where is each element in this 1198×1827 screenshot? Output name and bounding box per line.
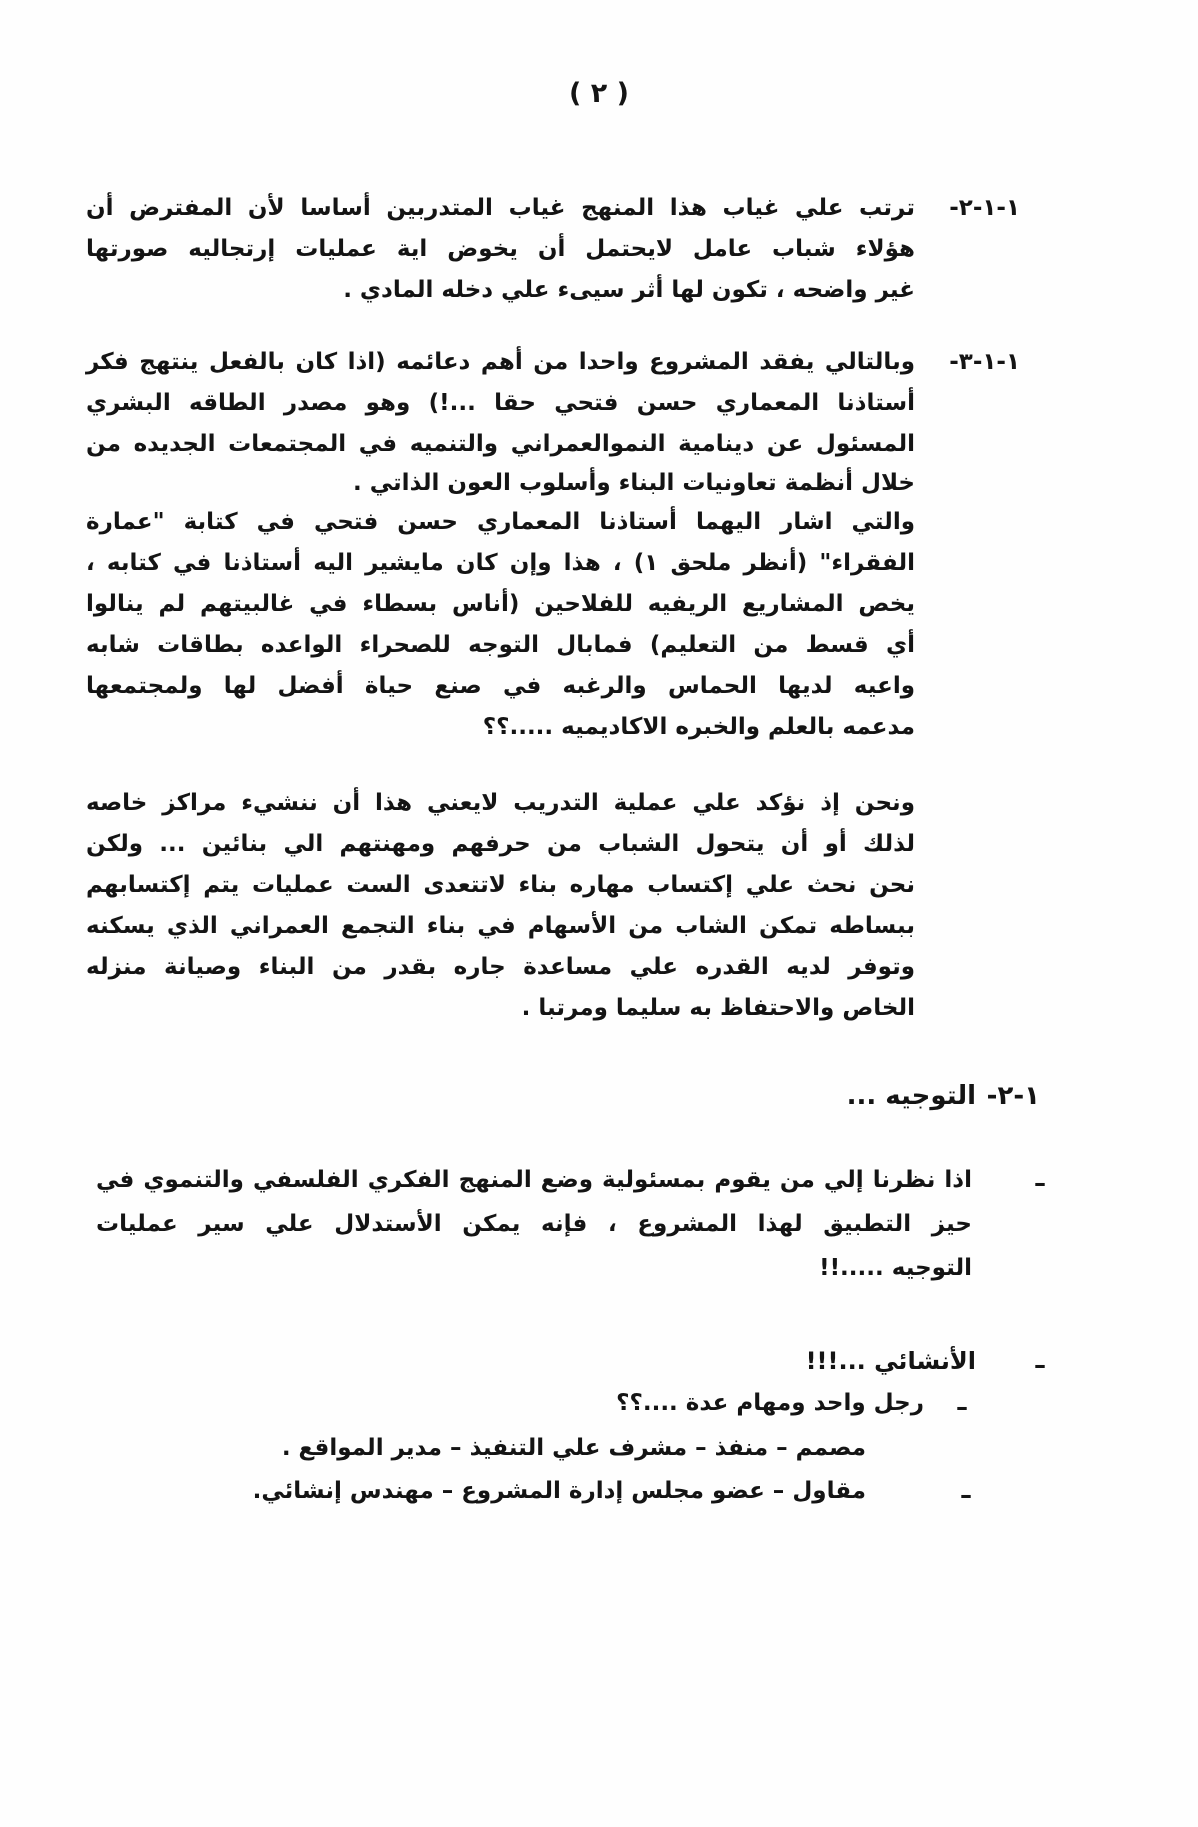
page-number: ( ٢ ) [569,78,629,109]
paragraph-2-line: وبالتالي يفقد المشروع واحدا من أهم دعائمه (اذا كان بالفعل ينتهج فكر [86,349,915,375]
sub-bullet-marker: – [956,1393,968,1421]
sub-bullet-item: رجل واحد ومهام عدة ....؟؟ [616,1390,924,1416]
section-heading-title: التوجيه ... [846,1081,976,1111]
bullet-2-title: الأنشائي ...!!! [805,1347,976,1375]
sub-bullet-marker: – [960,1481,972,1509]
bullet-marker: – [1034,1351,1046,1379]
paragraph-1-line: غير واضحه ، تكون لها أثر سيىء علي دخله المادي . [343,277,915,303]
sub-bullet-item: مصمم – منفذ – مشرف علي التنفيذ – مدير المواقع . [281,1435,866,1461]
paragraph-3-line: لذلك أو أن يتحول الشباب من حرفهم ومهنتهم الي بنائين ... ولكن [86,831,915,857]
paragraph-2-line: واعيه لديها الحماس والرغبه في صنع حياة أفضل لها ولمجتمعها [86,673,915,699]
paragraph-2-number: ١-١-٣- [949,349,1020,375]
bullet-1-line: التوجيه .....!! [819,1255,972,1281]
paragraph-2-line: المسئول عن دينامية النموالعمراني والتنميه في المجتمعات الجديده من [86,431,915,457]
paragraph-3-line: وتوفر لديه القدره علي مساعدة جاره بقدر من البناء وصيانة منزله [86,954,915,980]
paragraph-2-line: مدعمه بالعلم والخبره الاكاديميه .....؟؟ [482,714,915,740]
sub-bullet-item: مقاول – عضو مجلس إدارة المشروع – مهندس إنشائي. [252,1478,866,1504]
paragraph-2-line: يخص المشاريع الريفيه للفلاحين (أناس بسطاء في غالبيتهم لم ينالوا [86,591,915,617]
paragraph-1-line: هؤلاء شباب عامل لايحتمل أن يخوض اية عمليات إرتجاليه صورتها [86,236,915,262]
section-heading-number: ١-٢- [986,1081,1040,1111]
paragraph-2-line: الفقراء" (أنظر ملحق ١) ، هذا وإن كان مايشير اليه أستاذنا في كتابه ، [86,550,915,576]
bullet-marker: – [1034,1169,1046,1197]
bullet-1-line: حيز التطبيق لهذا المشروع ، فإنه يمكن الأستدلال علي سير عمليات [96,1211,972,1237]
paragraph-3-line: الخاص والاحتفاظ به سليما ومرتبا . [521,995,915,1021]
paragraph-1-number: ١-١-٢- [949,195,1020,221]
paragraph-3-line: ونحن إذ نؤكد علي عملية التدريب لايعني هذا أن ننشيء مراكز خاصه [86,790,915,816]
paragraph-3-line: نحن نحث علي إكتساب مهاره بناء لاتتعدى الست عمليات يتم إكتسابهم [86,872,915,898]
bullet-1-line: اذا نظرنا إلي من يقوم بمسئولية وضع المنهج الفكري الفلسفي والتنموي في [96,1167,972,1193]
paragraph-3-line: ببساطه تمكن الشاب من الأسهام في بناء التجمع العمراني الذي يسكنه [86,913,915,939]
paragraph-2-line: والتي اشار اليهما أستاذنا المعماري حسن فتحي في كتابة "عمارة [86,509,915,535]
paragraph-1-line: ترتب علي غياب هذا المنهج غياب المتدربين أساسا لأن المفترض أن [86,195,915,221]
paragraph-2-line: خلال أنظمة تعاونيات البناء وأسلوب العون الذاتي . [353,470,915,496]
paragraph-2-line: أي قسط من التعليم) فمابال التوجه للصحراء الواعده بطاقات شابه [86,632,915,658]
paragraph-2-line: أستاذنا المعماري حسن فتحي حقا ...!) وهو مصدر الطاقه البشري [86,390,915,416]
